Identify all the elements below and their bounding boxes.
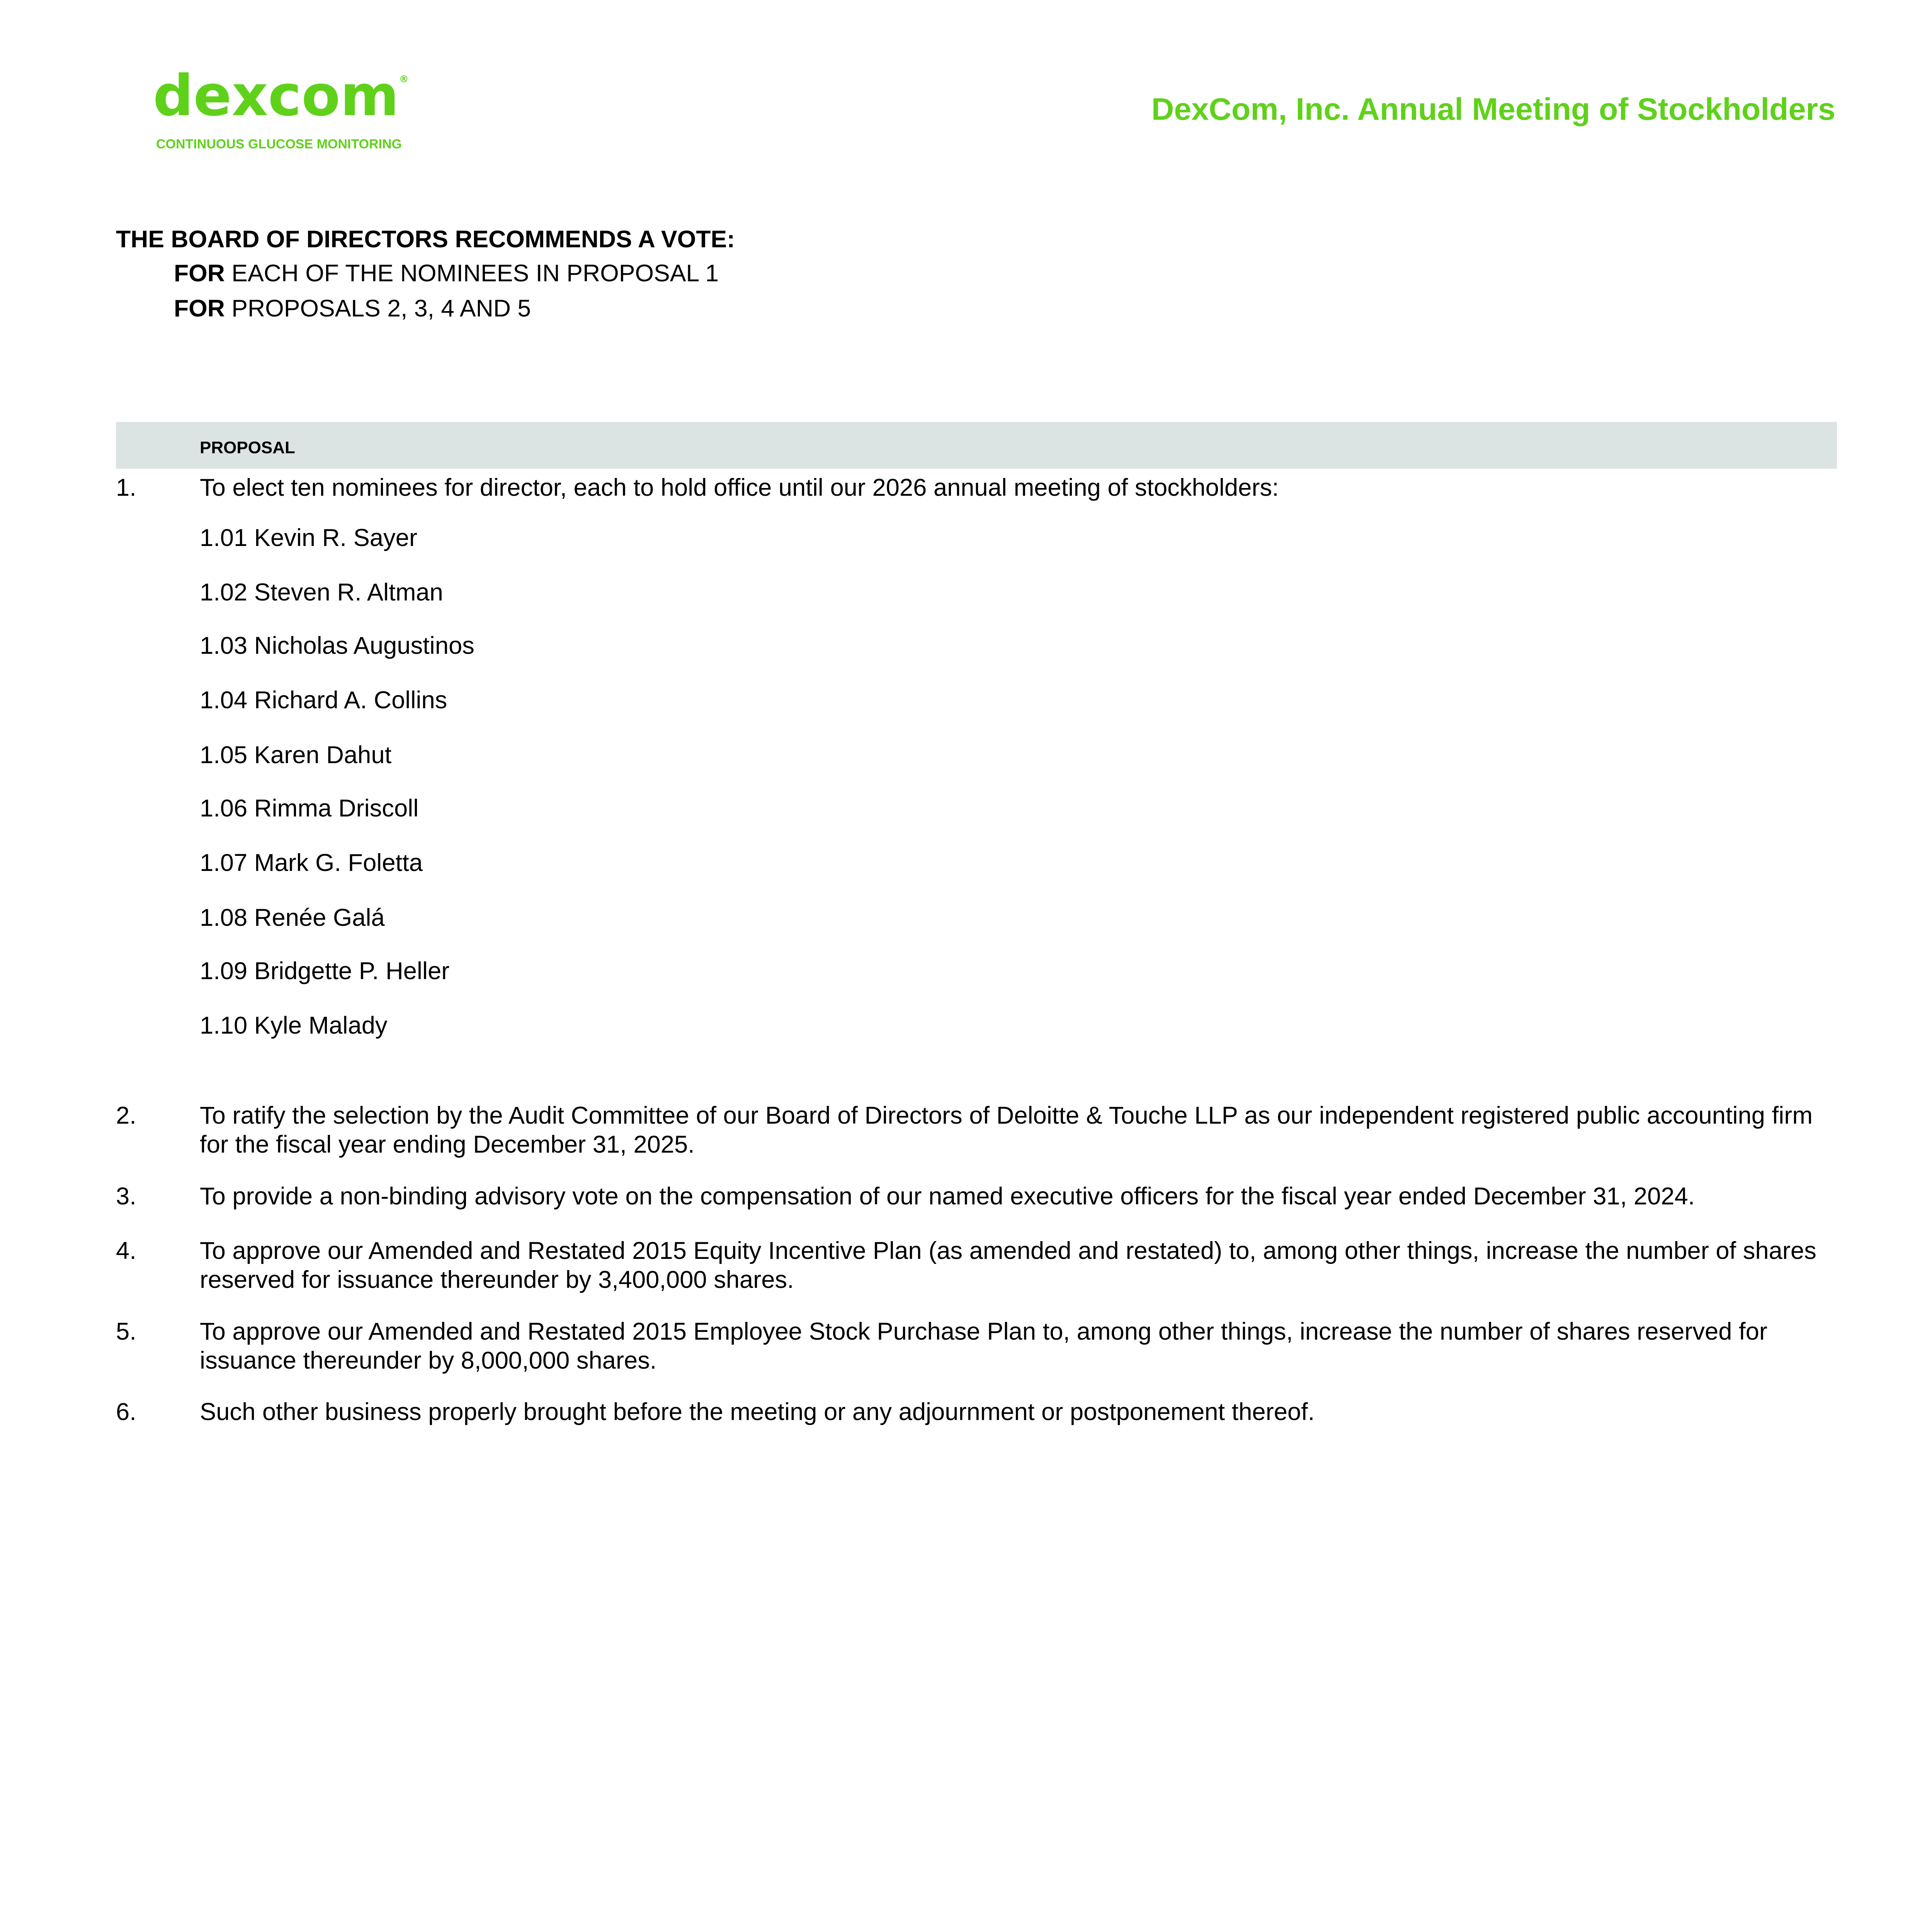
nominee-item: 1.08 Renée Galá xyxy=(200,904,385,931)
proposal-number: 3. xyxy=(116,1183,136,1210)
logo-tagline: CONTINUOUS GLUCOSE MONITORING xyxy=(156,137,402,151)
proposal-number: 5. xyxy=(116,1318,136,1345)
page-title: DexCom, Inc. Annual Meeting of Stockholders xyxy=(1151,92,1835,127)
proposal-text: Such other business properly brought before the meeting or any adjournment or postponement thereof. xyxy=(200,1398,1315,1425)
recommendation-line: FOR EACH OF THE NOMINEES IN PROPOSAL 1 xyxy=(174,260,719,287)
nominee-item: 1.01 Kevin R. Sayer xyxy=(200,524,417,551)
recommendation-line: FOR PROPOSALS 2, 3, 4 AND 5 xyxy=(174,295,531,322)
nominee-item: 1.02 Steven R. Altman xyxy=(200,579,443,606)
nominee-item: 1.04 Richard A. Collins xyxy=(200,687,447,714)
proposal-text: To ratify the selection by the Audit Committee of our Board of Directors of Deloitte & Touche LLP as our independent registered public accounting firm for the fiscal year ending December 31, 2025. xyxy=(200,1102,1813,1158)
nominee-item: 1.10 Kyle Malady xyxy=(200,1012,388,1039)
dexcom-logo: dexcom® xyxy=(153,63,409,129)
proposal-text: To approve our Amended and Restated 2015 Equity Incentive Plan (as amended and restated) to, among other things, increase the number of shares reserved for issuance thereunder by 3,400,000 shares. xyxy=(200,1237,1816,1293)
proposal-table-header xyxy=(116,422,1837,469)
proposal-text: To elect ten nominees for director, each to hold office until our 2026 annual meeting of stockholders: xyxy=(200,474,1279,501)
proposal-text: To approve our Amended and Restated 2015 Employee Stock Purchase Plan to, among other things, increase the number of shares reserved for issuance thereunder by 8,000,000 shares. xyxy=(200,1318,1767,1374)
proposal-number: 4. xyxy=(116,1237,136,1264)
nominee-item: 1.05 Karen Dahut xyxy=(200,742,392,769)
nominee-item: 1.06 Rimma Driscoll xyxy=(200,795,419,822)
nominee-item: 1.09 Bridgette P. Heller xyxy=(200,957,450,985)
proposal-column-header: PROPOSAL xyxy=(200,438,295,457)
recommendation-heading: THE BOARD OF DIRECTORS RECOMMENDS A VOTE: xyxy=(116,226,735,253)
proposal-number: 1. xyxy=(116,474,136,501)
proposal-text: To provide a non-binding advisory vote on the compensation of our named executive officers for the fiscal year ended December 31, 2024. xyxy=(200,1183,1695,1210)
nominee-item: 1.07 Mark G. Foletta xyxy=(200,849,423,876)
nominee-item: 1.03 Nicholas Augustinos xyxy=(200,632,474,659)
proposal-number: 6. xyxy=(116,1398,136,1425)
proposal-number: 2. xyxy=(116,1102,136,1129)
